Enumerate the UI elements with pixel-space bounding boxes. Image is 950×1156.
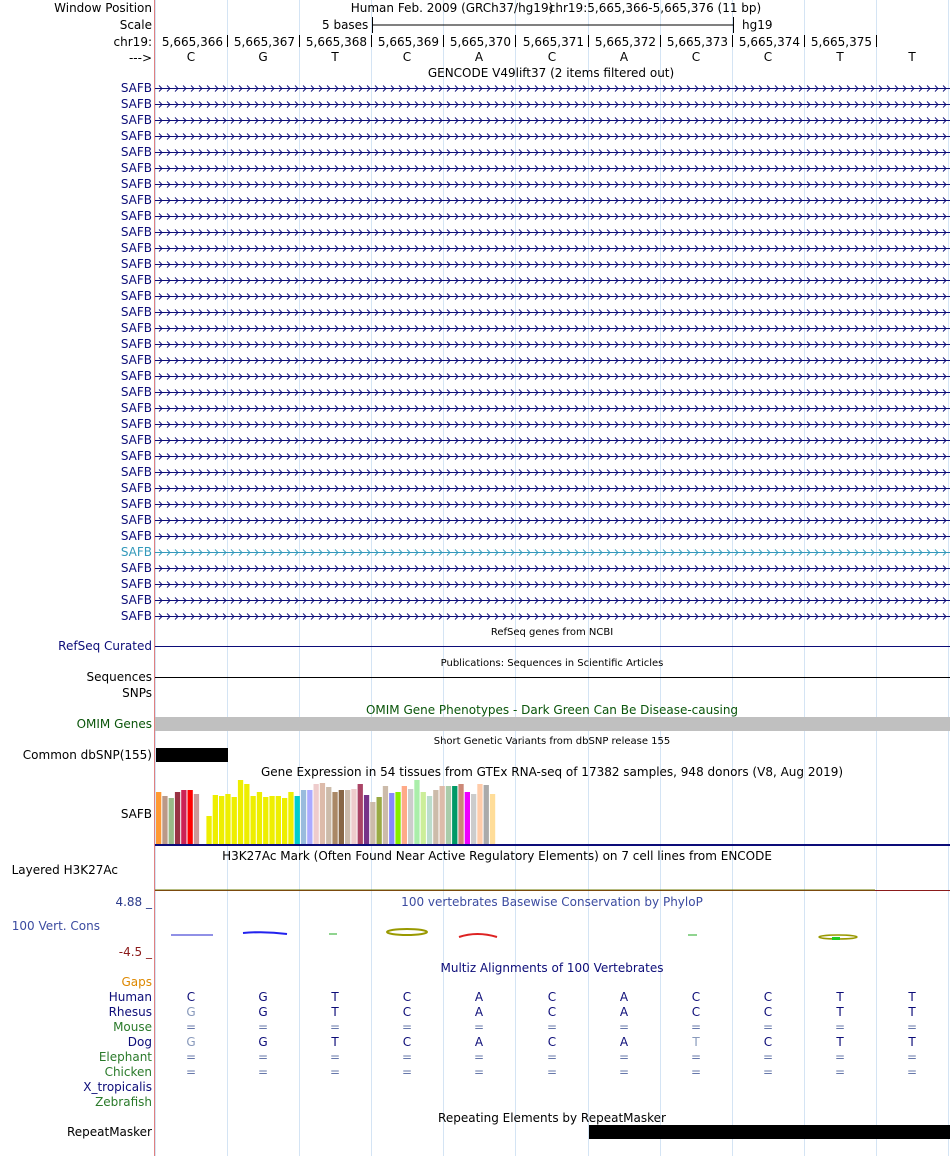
gtex-tissue-bar[interactable] bbox=[452, 786, 457, 844]
alignment-base: T bbox=[331, 990, 339, 1004]
ruler-tick bbox=[299, 35, 300, 47]
alignment-base: T bbox=[908, 990, 916, 1004]
dbsnp-title: Short Genetic Variants from dbSNP release 155 bbox=[433, 736, 671, 747]
gtex-tissue-bar[interactable] bbox=[389, 793, 394, 844]
gtex-tissue-bar[interactable] bbox=[458, 784, 463, 844]
gtex-tissue-bar[interactable] bbox=[206, 816, 211, 844]
omim-title: OMIM Gene Phenotypes - Dark Green Can Be Disease-causing bbox=[365, 703, 739, 717]
gaps-label[interactable]: Gaps bbox=[121, 975, 152, 989]
gtex-tissue-bar[interactable] bbox=[175, 792, 180, 844]
gencode-transcript-label[interactable]: SAFB bbox=[120, 369, 152, 383]
ruler-position: 5,665,370 bbox=[449, 35, 511, 49]
gencode-transcript-label[interactable]: SAFB bbox=[120, 401, 152, 415]
gtex-tissue-bar[interactable] bbox=[339, 790, 344, 844]
gtex-gene-label[interactable]: SAFB bbox=[120, 807, 152, 821]
gencode-transcript-label[interactable]: SAFB bbox=[120, 417, 152, 431]
gtex-tissue-bar[interactable] bbox=[263, 797, 268, 844]
refseq-line bbox=[155, 646, 950, 647]
gtex-tissue-bar[interactable] bbox=[194, 794, 199, 844]
ruler-position: 5,665,373 bbox=[666, 35, 728, 49]
gencode-transcript-label[interactable]: SAFB bbox=[120, 97, 152, 111]
gencode-transcript-label[interactable]: SAFB bbox=[120, 305, 152, 319]
gencode-transcript-label[interactable]: SAFB bbox=[120, 161, 152, 175]
alignment-base: = bbox=[762, 1050, 774, 1064]
alignment-base: = bbox=[329, 1065, 341, 1079]
alignment-base: G bbox=[258, 1005, 268, 1019]
cons-track-label[interactable]: 100 Vert. Cons bbox=[11, 919, 100, 933]
gencode-transcript-label[interactable]: SAFB bbox=[120, 593, 152, 607]
ruler-position: 5,665,369 bbox=[377, 35, 439, 49]
alignment-base: C bbox=[763, 1005, 773, 1019]
alignment-base: A bbox=[474, 1035, 484, 1049]
gtex-chart[interactable] bbox=[155, 776, 950, 846]
gtex-tissue-bar[interactable] bbox=[307, 790, 312, 844]
gencode-transcript-label[interactable]: SAFB bbox=[120, 513, 152, 527]
ruler-position: 5,665,371 bbox=[522, 35, 584, 49]
gtex-tissue-bar[interactable] bbox=[320, 783, 325, 844]
base-letter: C bbox=[186, 50, 196, 64]
gtex-tissue-bar[interactable] bbox=[200, 818, 205, 844]
gtex-gene-line bbox=[155, 844, 950, 846]
alignment-base: = bbox=[618, 1065, 630, 1079]
chrom-label[interactable]: chr19: bbox=[113, 35, 152, 49]
alignment-base: = bbox=[546, 1020, 558, 1034]
gencode-transcript-label[interactable]: SAFB bbox=[120, 129, 152, 143]
scale-text: 5 bases bbox=[322, 18, 369, 32]
h3k27ac-label[interactable]: Layered H3K27Ac bbox=[11, 863, 118, 877]
alignment-base: = bbox=[834, 1020, 846, 1034]
gencode-transcript-label[interactable]: SAFB bbox=[120, 433, 152, 447]
gencode-title: GENCODE V49lift37 (2 items filtered out) bbox=[427, 66, 675, 80]
gtex-tissue-bar[interactable] bbox=[433, 790, 438, 844]
gencode-transcript-label[interactable]: SAFB bbox=[120, 609, 152, 623]
gtex-tissue-bar[interactable] bbox=[465, 792, 470, 844]
gencode-transcript-label[interactable]: SAFB bbox=[120, 193, 152, 207]
ruler-tick bbox=[588, 35, 589, 47]
alignment-base: = bbox=[690, 1065, 702, 1079]
gtex-tissue-bar[interactable] bbox=[314, 784, 319, 844]
gtex-tissue-bar[interactable] bbox=[351, 789, 356, 844]
repeatmasker-label[interactable]: RepeatMasker bbox=[66, 1125, 152, 1139]
base-letter: C bbox=[691, 50, 701, 64]
gtex-tissue-bar[interactable] bbox=[269, 796, 274, 844]
gtex-tissue-bar[interactable] bbox=[162, 796, 167, 844]
alignment-base: A bbox=[619, 1005, 629, 1019]
alignment-base: T bbox=[836, 990, 844, 1004]
gencode-transcript-label[interactable]: SAFB bbox=[120, 577, 152, 591]
alignment-base: C bbox=[691, 1005, 701, 1019]
gtex-tissue-bar[interactable] bbox=[219, 796, 224, 844]
sequences-label[interactable]: Sequences bbox=[86, 670, 152, 684]
gencode-transcript-label[interactable]: SAFB bbox=[120, 545, 152, 559]
gtex-tissue-bar[interactable] bbox=[232, 797, 237, 844]
gtex-tissue-bar[interactable] bbox=[427, 796, 432, 844]
gtex-tissue-bar[interactable] bbox=[490, 794, 495, 844]
gtex-tissue-bar[interactable] bbox=[213, 795, 218, 844]
gtex-tissue-bar[interactable] bbox=[288, 792, 293, 844]
base-letter: C bbox=[547, 50, 557, 64]
ruler-tick bbox=[660, 35, 661, 47]
gtex-tissue-bar[interactable] bbox=[295, 796, 300, 844]
gencode-transcript-label[interactable]: SAFB bbox=[120, 209, 152, 223]
alignment-base: C bbox=[547, 1005, 557, 1019]
alignment-base: T bbox=[331, 1005, 339, 1019]
alignment-base: = bbox=[473, 1050, 485, 1064]
base-letter: T bbox=[908, 50, 916, 64]
gencode-transcript-label[interactable]: SAFB bbox=[120, 321, 152, 335]
gtex-tissue-bar[interactable] bbox=[181, 790, 186, 844]
sequences-line bbox=[155, 677, 950, 678]
gencode-transcript-label[interactable]: SAFB bbox=[120, 225, 152, 239]
alignment-base: = bbox=[401, 1020, 413, 1034]
species-label[interactable]: Human bbox=[108, 990, 152, 1004]
alignment-base: = bbox=[401, 1065, 413, 1079]
gtex-tissue-bar[interactable] bbox=[301, 790, 306, 844]
alignment-base: A bbox=[474, 1005, 484, 1019]
alignment-base: C bbox=[402, 1035, 412, 1049]
species-label[interactable]: Elephant bbox=[98, 1050, 152, 1064]
gtex-tissue-bar[interactable] bbox=[282, 798, 287, 844]
alignment-base: T bbox=[836, 1005, 844, 1019]
ruler-tick bbox=[443, 35, 444, 47]
gtex-tissue-bar[interactable] bbox=[440, 786, 445, 844]
alignment-base: C bbox=[547, 990, 557, 1004]
gtex-tissue-bar[interactable] bbox=[370, 802, 375, 844]
track-labels bbox=[0, 0, 154, 1156]
dbsnp-variant[interactable] bbox=[156, 748, 228, 762]
alignment-base: C bbox=[763, 1035, 773, 1049]
gtex-tissue-bar[interactable] bbox=[358, 784, 363, 844]
omim-label[interactable]: OMIM Genes bbox=[76, 717, 152, 731]
gencode-transcript-label[interactable]: SAFB bbox=[120, 449, 152, 463]
species-label[interactable]: Chicken bbox=[104, 1065, 152, 1079]
gencode-transcript-label[interactable]: SAFB bbox=[120, 561, 152, 575]
alignment-base: = bbox=[329, 1050, 341, 1064]
alignment-base: = bbox=[690, 1050, 702, 1064]
gtex-tissue-bar[interactable] bbox=[408, 789, 413, 844]
gtex-tissue-bar[interactable] bbox=[477, 784, 482, 844]
window-position-label[interactable]: Window Position bbox=[54, 1, 152, 15]
alignment-base: = bbox=[618, 1050, 630, 1064]
alignment-base: C bbox=[691, 990, 701, 1004]
base-letter: A bbox=[474, 50, 484, 64]
gencode-transcript-label[interactable]: SAFB bbox=[120, 81, 152, 95]
base-letter: A bbox=[619, 50, 629, 64]
gencode-transcript-label[interactable]: SAFB bbox=[120, 529, 152, 543]
phylop-signal[interactable] bbox=[155, 918, 950, 958]
gtex-tissue-bar[interactable] bbox=[238, 780, 243, 844]
alignment-base: T bbox=[836, 1035, 844, 1049]
publications-title: Publications: Sequences in Scientific Articles bbox=[440, 658, 664, 669]
alignment-base: G bbox=[258, 1035, 268, 1049]
gencode-transcript-label[interactable]: SAFB bbox=[120, 465, 152, 479]
gtex-tissue-bar[interactable] bbox=[345, 790, 350, 844]
ruler-tick bbox=[515, 35, 516, 47]
gencode-transcript-label[interactable]: SAFB bbox=[120, 353, 152, 367]
gtex-tissue-bar[interactable] bbox=[257, 792, 262, 844]
db-text: hg19 bbox=[742, 18, 773, 32]
species-label[interactable]: Rhesus bbox=[108, 1005, 152, 1019]
gtex-tissue-bar[interactable] bbox=[326, 787, 331, 844]
gencode-transcript-label[interactable]: SAFB bbox=[120, 385, 152, 399]
ruler-position: 5,665,374 bbox=[738, 35, 800, 49]
omim-bar[interactable] bbox=[155, 717, 950, 731]
gencode-transcript-label[interactable]: SAFB bbox=[120, 337, 152, 351]
gtex-tissue-bar[interactable] bbox=[225, 794, 230, 844]
gtex-title: Gene Expression in 54 tissues from GTEx RNA-seq of 17382 samples, 948 donors (V8, Aug 2019) bbox=[260, 765, 844, 779]
snps-label[interactable]: SNPs bbox=[122, 686, 152, 700]
gencode-transcript-label[interactable]: SAFB bbox=[120, 113, 152, 127]
alignment-base: G bbox=[258, 990, 268, 1004]
alignment-base: = bbox=[185, 1020, 197, 1034]
alignment-base: = bbox=[185, 1065, 197, 1079]
alignment-base: = bbox=[473, 1065, 485, 1079]
alignment-base: = bbox=[906, 1065, 918, 1079]
alignment-base: = bbox=[906, 1020, 918, 1034]
gtex-tissue-bar[interactable] bbox=[276, 796, 281, 844]
base-letter: T bbox=[331, 50, 339, 64]
alignment-base: = bbox=[257, 1065, 269, 1079]
base-letter: T bbox=[836, 50, 844, 64]
cons-max-label: 4.88 _ bbox=[115, 895, 152, 909]
ruler-tick bbox=[371, 35, 372, 47]
alignment-base: = bbox=[257, 1020, 269, 1034]
gtex-tissue-bar[interactable] bbox=[402, 786, 407, 844]
alignment-base: = bbox=[906, 1050, 918, 1064]
cons-min-label: -4.5 _ bbox=[118, 945, 152, 959]
alignment-base: C bbox=[186, 990, 196, 1004]
gtex-tissue-bar[interactable] bbox=[471, 794, 476, 844]
alignment-base: = bbox=[185, 1050, 197, 1064]
gencode-transcript-label[interactable]: SAFB bbox=[120, 257, 152, 271]
ruler-position: 5,665,367 bbox=[233, 35, 295, 49]
alignment-base: C bbox=[402, 1005, 412, 1019]
alignment-base: C bbox=[402, 990, 412, 1004]
assembly-title: Human Feb. 2009 (GRCh37/hg19) bbox=[350, 1, 554, 15]
gencode-transcript-label[interactable]: SAFB bbox=[120, 273, 152, 287]
alignment-base: T bbox=[908, 1005, 916, 1019]
gtex-tissue-bar[interactable] bbox=[446, 786, 451, 844]
species-label[interactable]: Mouse bbox=[113, 1020, 152, 1034]
gtex-tissue-bar[interactable] bbox=[377, 797, 382, 844]
ruler-position: 5,665,366 bbox=[161, 35, 223, 49]
alignment-base: C bbox=[763, 990, 773, 1004]
gtex-tissue-bar[interactable] bbox=[484, 785, 489, 844]
dbsnp-label[interactable]: Common dbSNP(155) bbox=[22, 748, 152, 762]
ruler-position: 5,665,375 bbox=[810, 35, 872, 49]
alignment-base: = bbox=[618, 1020, 630, 1034]
gtex-tissue-bar[interactable] bbox=[188, 790, 193, 844]
alignment-base: C bbox=[547, 1035, 557, 1049]
alignment-base: = bbox=[762, 1020, 774, 1034]
base-letter: C bbox=[402, 50, 412, 64]
gtex-tissue-bar[interactable] bbox=[244, 784, 249, 844]
alignment-base: G bbox=[186, 1035, 196, 1049]
multiz-title: Multiz Alignments of 100 Vertebrates bbox=[440, 961, 664, 975]
gtex-tissue-bar[interactable] bbox=[421, 792, 426, 844]
alignment-base: A bbox=[619, 990, 629, 1004]
position-title: chr19:5,665,366-5,665,376 (11 bp) bbox=[548, 1, 762, 15]
gencode-transcript-label[interactable]: SAFB bbox=[120, 289, 152, 303]
alignment-base: = bbox=[834, 1065, 846, 1079]
alignment-base: = bbox=[546, 1065, 558, 1079]
gencode-transcript-label[interactable]: SAFB bbox=[120, 241, 152, 255]
ruler-tick bbox=[732, 35, 733, 47]
species-label[interactable]: X_tropicalis bbox=[83, 1080, 152, 1094]
alignment-base: = bbox=[257, 1050, 269, 1064]
gencode-transcripts[interactable] bbox=[155, 80, 950, 640]
browser-track-image[interactable] bbox=[155, 0, 950, 1156]
alignment-base: = bbox=[834, 1050, 846, 1064]
alignment-base: = bbox=[762, 1065, 774, 1079]
ruler-tick bbox=[227, 35, 228, 47]
gtex-tissue-bar[interactable] bbox=[383, 786, 388, 844]
alignment-base: = bbox=[329, 1020, 341, 1034]
gencode-transcript-label[interactable]: SAFB bbox=[120, 177, 152, 191]
ruler-position: 5,665,372 bbox=[594, 35, 656, 49]
alignment-base: = bbox=[690, 1020, 702, 1034]
base-letter: C bbox=[763, 50, 773, 64]
alignment-base: T bbox=[908, 1035, 916, 1049]
gtex-tissue-bar[interactable] bbox=[364, 795, 369, 844]
base-letter: G bbox=[258, 50, 268, 64]
gtex-tissue-bar[interactable] bbox=[251, 796, 256, 844]
refseq-label[interactable]: RefSeq Curated bbox=[58, 639, 152, 653]
gtex-tissue-bar[interactable] bbox=[332, 792, 337, 844]
gtex-tissue-bar[interactable] bbox=[156, 792, 161, 844]
alignment-base: = bbox=[401, 1050, 413, 1064]
alignment-base: = bbox=[473, 1020, 485, 1034]
alignment-base: A bbox=[619, 1035, 629, 1049]
ruler-tick bbox=[876, 35, 877, 47]
strand-label[interactable]: ---> bbox=[128, 51, 152, 65]
alignment-base: G bbox=[186, 1005, 196, 1019]
ruler-position: 5,665,368 bbox=[305, 35, 367, 49]
h3k27ac-title: H3K27Ac Mark (Often Found Near Active Regulatory Elements) on 7 cell lines from ENCODE bbox=[222, 849, 772, 863]
gencode-transcript-label[interactable]: SAFB bbox=[120, 481, 152, 495]
gtex-tissue-bar[interactable] bbox=[414, 780, 419, 844]
alignment-base: = bbox=[546, 1050, 558, 1064]
repeat-element[interactable] bbox=[589, 1125, 950, 1139]
ruler-tick bbox=[804, 35, 805, 47]
alignment-base: A bbox=[474, 990, 484, 1004]
alignment-base: T bbox=[331, 1035, 339, 1049]
scale-label[interactable]: Scale bbox=[119, 18, 152, 32]
repeatmasker-title: Repeating Elements by RepeatMasker bbox=[438, 1111, 666, 1125]
phylop-title: 100 vertebrates Basewise Conservation by PhyloP bbox=[401, 895, 703, 909]
gencode-transcript-label[interactable]: SAFB bbox=[120, 145, 152, 159]
alignment-base: T bbox=[692, 1035, 700, 1049]
gencode-transcript-label[interactable]: SAFB bbox=[120, 497, 152, 511]
gtex-tissue-bar[interactable] bbox=[395, 792, 400, 844]
species-label[interactable]: Zebrafish bbox=[95, 1095, 152, 1109]
gtex-tissue-bar[interactable] bbox=[169, 798, 174, 844]
species-label[interactable]: Dog bbox=[127, 1035, 152, 1049]
refseq-title: RefSeq genes from NCBI bbox=[490, 627, 614, 638]
